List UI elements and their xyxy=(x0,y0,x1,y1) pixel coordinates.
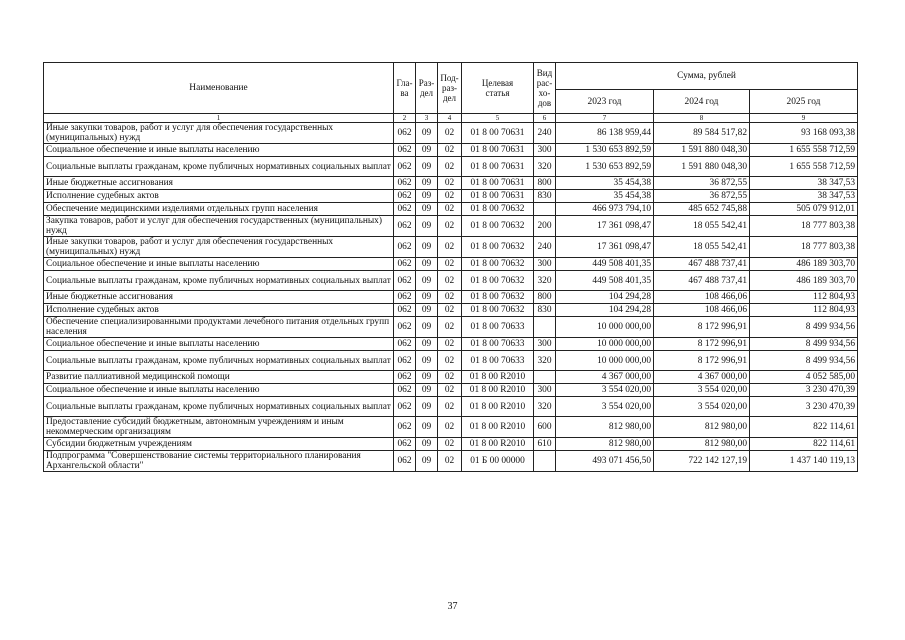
row-sum-2023: 1 530 653 892,59 xyxy=(556,144,654,157)
row-target-article: 01 8 00 70632 xyxy=(462,271,534,291)
row-podrazdel: 02 xyxy=(438,203,462,216)
row-podrazdel: 02 xyxy=(438,338,462,351)
col-header-year: 2023 год xyxy=(556,90,654,114)
row-name: Иные бюджетные ассигнования xyxy=(44,177,394,190)
row-sum-2025: 112 804,93 xyxy=(750,291,858,304)
row-sum-2024: 467 488 737,41 xyxy=(654,271,750,291)
row-name: Иные бюджетные ассигнования xyxy=(44,291,394,304)
row-razdel: 09 xyxy=(416,371,438,384)
row-name: Социальные выплаты гражданам, кроме публичных нормативных социальных выплат xyxy=(44,157,394,177)
row-razdel: 09 xyxy=(416,177,438,190)
row-podrazdel: 02 xyxy=(438,417,462,438)
row-razdel: 09 xyxy=(416,451,438,472)
row-sum-2025: 822 114,61 xyxy=(750,438,858,451)
table-row xyxy=(44,397,858,417)
row-target-article: 01 8 00 70633 xyxy=(462,351,534,371)
row-sum-2024: 3 554 020,00 xyxy=(654,397,750,417)
row-podrazdel: 02 xyxy=(438,451,462,472)
row-podrazdel: 02 xyxy=(438,216,462,237)
row-glava: 062 xyxy=(394,190,416,203)
row-name: Обеспечение специализированными продуктами лечебного питания отдельных групп населения xyxy=(44,317,394,338)
row-podrazdel: 02 xyxy=(438,397,462,417)
column-number: 5 xyxy=(462,114,534,123)
row-sum-2025: 1 655 558 712,59 xyxy=(750,144,858,157)
row-name: Социальное обеспечение и иные выплаты населению xyxy=(44,384,394,397)
row-target-article: 01 8 00 70632 xyxy=(462,237,534,258)
row-sum-2023: 3 554 020,00 xyxy=(556,384,654,397)
row-razdel: 09 xyxy=(416,216,438,237)
row-razdel: 09 xyxy=(416,351,438,371)
row-sum-2024: 1 591 880 048,30 xyxy=(654,157,750,177)
row-sum-2023: 812 980,00 xyxy=(556,417,654,438)
row-razdel: 09 xyxy=(416,123,438,144)
row-sum-2023: 104 294,28 xyxy=(556,304,654,317)
table-row xyxy=(44,258,858,271)
table-row xyxy=(44,190,858,203)
row-expense-type xyxy=(534,317,556,338)
table-row xyxy=(44,271,858,291)
row-razdel: 09 xyxy=(416,384,438,397)
row-sum-2023: 493 071 456,50 xyxy=(556,451,654,472)
col-header-vid: Вид рас- хо- дов xyxy=(534,63,556,114)
row-name: Иные закупки товаров, работ и услуг для обеспечения государственных (муниципальных) нужд xyxy=(44,237,394,258)
row-razdel: 09 xyxy=(416,338,438,351)
row-sum-2023: 10 000 000,00 xyxy=(556,338,654,351)
row-name: Субсидии бюджетным учреждениям xyxy=(44,438,394,451)
row-sum-2024: 108 466,06 xyxy=(654,304,750,317)
row-podrazdel: 02 xyxy=(438,177,462,190)
row-razdel: 09 xyxy=(416,438,438,451)
row-sum-2024: 89 584 517,82 xyxy=(654,123,750,144)
row-sum-2025: 4 052 585,00 xyxy=(750,371,858,384)
row-podrazdel: 02 xyxy=(438,123,462,144)
row-expense-type: 830 xyxy=(534,190,556,203)
row-glava: 062 xyxy=(394,371,416,384)
col-header-target: Целевая статья xyxy=(462,63,534,114)
row-name: Предоставление субсидий бюджетным, автономным учреждениям и иным некоммерческим организациям xyxy=(44,417,394,438)
row-sum-2024: 467 488 737,41 xyxy=(654,258,750,271)
row-sum-2023: 466 973 794,10 xyxy=(556,203,654,216)
row-glava: 062 xyxy=(394,237,416,258)
row-glava: 062 xyxy=(394,304,416,317)
row-sum-2023: 449 508 401,35 xyxy=(556,258,654,271)
row-sum-2025: 1 437 140 119,13 xyxy=(750,451,858,472)
row-name: Социальное обеспечение и иные выплаты населению xyxy=(44,338,394,351)
row-target-article: 01 8 00 70632 xyxy=(462,216,534,237)
column-number: 7 xyxy=(556,114,654,123)
row-sum-2025: 486 189 303,70 xyxy=(750,258,858,271)
row-sum-2023: 17 361 098,47 xyxy=(556,237,654,258)
row-razdel: 09 xyxy=(416,417,438,438)
row-glava: 062 xyxy=(394,157,416,177)
row-glava: 062 xyxy=(394,417,416,438)
row-sum-2024: 108 466,06 xyxy=(654,291,750,304)
row-podrazdel: 02 xyxy=(438,317,462,338)
row-glava: 062 xyxy=(394,216,416,237)
row-razdel: 09 xyxy=(416,237,438,258)
column-number: 4 xyxy=(438,114,462,123)
row-sum-2025: 93 168 093,38 xyxy=(750,123,858,144)
row-expense-type: 600 xyxy=(534,417,556,438)
row-expense-type: 320 xyxy=(534,351,556,371)
row-target-article: 01 8 00 70632 xyxy=(462,203,534,216)
row-expense-type: 610 xyxy=(534,438,556,451)
table-row xyxy=(44,351,858,371)
row-sum-2025: 505 079 912,01 xyxy=(750,203,858,216)
table-row xyxy=(44,216,858,237)
row-target-article: 01 8 00 70633 xyxy=(462,317,534,338)
row-target-article: 01 8 00 70631 xyxy=(462,123,534,144)
row-expense-type: 240 xyxy=(534,237,556,258)
row-sum-2025: 486 189 303,70 xyxy=(750,271,858,291)
row-expense-type: 320 xyxy=(534,397,556,417)
row-podrazdel: 02 xyxy=(438,157,462,177)
row-target-article: 01 8 00 70632 xyxy=(462,291,534,304)
row-sum-2023: 10 000 000,00 xyxy=(556,351,654,371)
row-podrazdel: 02 xyxy=(438,384,462,397)
row-podrazdel: 02 xyxy=(438,190,462,203)
row-sum-2023: 104 294,28 xyxy=(556,291,654,304)
table-row xyxy=(44,451,858,472)
row-razdel: 09 xyxy=(416,190,438,203)
row-sum-2025: 8 499 934,56 xyxy=(750,317,858,338)
col-header-name: Наименование xyxy=(44,63,394,114)
row-glava: 062 xyxy=(394,338,416,351)
row-sum-2024: 4 367 000,00 xyxy=(654,371,750,384)
table-row xyxy=(44,177,858,190)
row-name: Обеспечение медицинскими изделиями отдельных групп населения xyxy=(44,203,394,216)
row-target-article: 01 8 00 R2010 xyxy=(462,417,534,438)
column-number: 9 xyxy=(750,114,858,123)
row-expense-type xyxy=(534,371,556,384)
row-name: Социальные выплаты гражданам, кроме публичных нормативных социальных выплат xyxy=(44,397,394,417)
row-sum-2025: 38 347,53 xyxy=(750,190,858,203)
row-glava: 062 xyxy=(394,177,416,190)
col-header-razdel: Раз- дел xyxy=(416,63,438,114)
row-sum-2025: 8 499 934,56 xyxy=(750,338,858,351)
row-razdel: 09 xyxy=(416,271,438,291)
row-sum-2024: 812 980,00 xyxy=(654,417,750,438)
row-target-article: 01 8 00 R2010 xyxy=(462,371,534,384)
row-razdel: 09 xyxy=(416,144,438,157)
col-header-year: 2025 год xyxy=(750,90,858,114)
row-expense-type: 800 xyxy=(534,291,556,304)
row-sum-2025: 3 230 470,39 xyxy=(750,384,858,397)
row-podrazdel: 02 xyxy=(438,351,462,371)
table-row xyxy=(44,304,858,317)
row-target-article: 01 8 00 70631 xyxy=(462,157,534,177)
row-sum-2023: 3 554 020,00 xyxy=(556,397,654,417)
row-sum-2023: 35 454,38 xyxy=(556,177,654,190)
row-target-article: 01 8 00 70631 xyxy=(462,177,534,190)
row-glava: 062 xyxy=(394,203,416,216)
row-razdel: 09 xyxy=(416,157,438,177)
row-expense-type: 300 xyxy=(534,144,556,157)
column-number: 3 xyxy=(416,114,438,123)
row-glava: 062 xyxy=(394,397,416,417)
row-sum-2024: 1 591 880 048,30 xyxy=(654,144,750,157)
column-number: 8 xyxy=(654,114,750,123)
row-podrazdel: 02 xyxy=(438,237,462,258)
row-sum-2023: 35 454,38 xyxy=(556,190,654,203)
row-glava: 062 xyxy=(394,317,416,338)
row-target-article: 01 Б 00 00000 xyxy=(462,451,534,472)
table-row xyxy=(44,438,858,451)
row-name: Иные закупки товаров, работ и услуг для обеспечения государственных (муниципальных) нужд xyxy=(44,123,394,144)
row-expense-type: 200 xyxy=(534,216,556,237)
row-razdel: 09 xyxy=(416,317,438,338)
row-expense-type: 300 xyxy=(534,384,556,397)
row-sum-2025: 3 230 470,39 xyxy=(750,397,858,417)
row-target-article: 01 8 00 R2010 xyxy=(462,384,534,397)
column-number: 2 xyxy=(394,114,416,123)
row-expense-type: 240 xyxy=(534,123,556,144)
row-razdel: 09 xyxy=(416,291,438,304)
row-razdel: 09 xyxy=(416,397,438,417)
row-sum-2024: 8 172 996,91 xyxy=(654,317,750,338)
row-target-article: 01 8 00 R2010 xyxy=(462,438,534,451)
table-row xyxy=(44,417,858,438)
row-sum-2023: 17 361 098,47 xyxy=(556,216,654,237)
row-glava: 062 xyxy=(394,144,416,157)
row-name: Социальные выплаты гражданам, кроме публичных нормативных социальных выплат xyxy=(44,271,394,291)
row-name: Социальное обеспечение и иные выплаты населению xyxy=(44,144,394,157)
row-glava: 062 xyxy=(394,438,416,451)
row-expense-type xyxy=(534,203,556,216)
row-glava: 062 xyxy=(394,351,416,371)
row-glava: 062 xyxy=(394,384,416,397)
column-number: 6 xyxy=(534,114,556,123)
row-razdel: 09 xyxy=(416,258,438,271)
row-sum-2024: 36 872,55 xyxy=(654,177,750,190)
row-sum-2025: 822 114,61 xyxy=(750,417,858,438)
row-target-article: 01 8 00 70633 xyxy=(462,338,534,351)
table-row xyxy=(44,317,858,338)
row-name: Закупка товаров, работ и услуг для обеспечения государственных (муниципальных) нужд xyxy=(44,216,394,237)
row-sum-2024: 8 172 996,91 xyxy=(654,351,750,371)
row-sum-2025: 8 499 934,56 xyxy=(750,351,858,371)
row-podrazdel: 02 xyxy=(438,291,462,304)
row-target-article: 01 8 00 R2010 xyxy=(462,397,534,417)
row-sum-2024: 18 055 542,41 xyxy=(654,216,750,237)
row-sum-2023: 4 367 000,00 xyxy=(556,371,654,384)
row-sum-2023: 1 530 653 892,59 xyxy=(556,157,654,177)
row-sum-2023: 449 508 401,35 xyxy=(556,271,654,291)
table-row xyxy=(44,338,858,351)
row-expense-type: 320 xyxy=(534,271,556,291)
table-row xyxy=(44,123,858,144)
table-row xyxy=(44,237,858,258)
row-sum-2024: 8 172 996,91 xyxy=(654,338,750,351)
row-podrazdel: 02 xyxy=(438,271,462,291)
row-expense-type: 320 xyxy=(534,157,556,177)
row-glava: 062 xyxy=(394,451,416,472)
table-row xyxy=(44,144,858,157)
row-glava: 062 xyxy=(394,291,416,304)
col-header-podrazdel: Под- раз- дел xyxy=(438,63,462,114)
row-target-article: 01 8 00 70631 xyxy=(462,190,534,203)
row-target-article: 01 8 00 70632 xyxy=(462,304,534,317)
row-glava: 062 xyxy=(394,271,416,291)
row-sum-2024: 36 872,55 xyxy=(654,190,750,203)
col-header-sum: Сумма, рублей xyxy=(556,63,858,90)
row-sum-2023: 10 000 000,00 xyxy=(556,317,654,338)
row-name: Исполнение судебных актов xyxy=(44,304,394,317)
row-sum-2025: 18 777 803,38 xyxy=(750,216,858,237)
table-row xyxy=(44,371,858,384)
row-glava: 062 xyxy=(394,123,416,144)
row-sum-2023: 812 980,00 xyxy=(556,438,654,451)
row-expense-type: 800 xyxy=(534,177,556,190)
row-razdel: 09 xyxy=(416,304,438,317)
row-razdel: 09 xyxy=(416,203,438,216)
row-podrazdel: 02 xyxy=(438,304,462,317)
column-number-row xyxy=(44,114,858,123)
row-podrazdel: 02 xyxy=(438,144,462,157)
row-expense-type xyxy=(534,451,556,472)
row-podrazdel: 02 xyxy=(438,371,462,384)
row-sum-2025: 1 655 558 712,59 xyxy=(750,157,858,177)
table-row xyxy=(44,384,858,397)
row-name: Исполнение судебных актов xyxy=(44,190,394,203)
page-number: 37 xyxy=(447,601,458,612)
row-sum-2025: 18 777 803,38 xyxy=(750,237,858,258)
row-podrazdel: 02 xyxy=(438,438,462,451)
col-header-year: 2024 год xyxy=(654,90,750,114)
table-row xyxy=(44,291,858,304)
row-target-article: 01 8 00 70631 xyxy=(462,144,534,157)
budget-table xyxy=(43,62,858,472)
row-sum-2025: 112 804,93 xyxy=(750,304,858,317)
row-sum-2024: 18 055 542,41 xyxy=(654,237,750,258)
row-name: Развитие паллиативной медицинской помощи xyxy=(44,371,394,384)
row-expense-type: 830 xyxy=(534,304,556,317)
table-row xyxy=(44,203,858,216)
row-sum-2024: 485 652 745,88 xyxy=(654,203,750,216)
row-name: Подпрограмма "Совершенствование системы территориального планирования Архангельской области" xyxy=(44,451,394,472)
row-podrazdel: 02 xyxy=(438,258,462,271)
row-expense-type: 300 xyxy=(534,258,556,271)
col-header-glava: Гла- ва xyxy=(394,63,416,114)
row-sum-2024: 722 142 127,19 xyxy=(654,451,750,472)
row-target-article: 01 8 00 70632 xyxy=(462,258,534,271)
table-row xyxy=(44,157,858,177)
row-sum-2023: 86 138 959,44 xyxy=(556,123,654,144)
row-expense-type: 300 xyxy=(534,338,556,351)
row-sum-2024: 3 554 020,00 xyxy=(654,384,750,397)
row-sum-2025: 38 347,53 xyxy=(750,177,858,190)
row-glava: 062 xyxy=(394,258,416,271)
column-number: 1 xyxy=(44,114,394,123)
row-name: Социальное обеспечение и иные выплаты населению xyxy=(44,258,394,271)
row-sum-2024: 812 980,00 xyxy=(654,438,750,451)
row-name: Социальные выплаты гражданам, кроме публичных нормативных социальных выплат xyxy=(44,351,394,371)
